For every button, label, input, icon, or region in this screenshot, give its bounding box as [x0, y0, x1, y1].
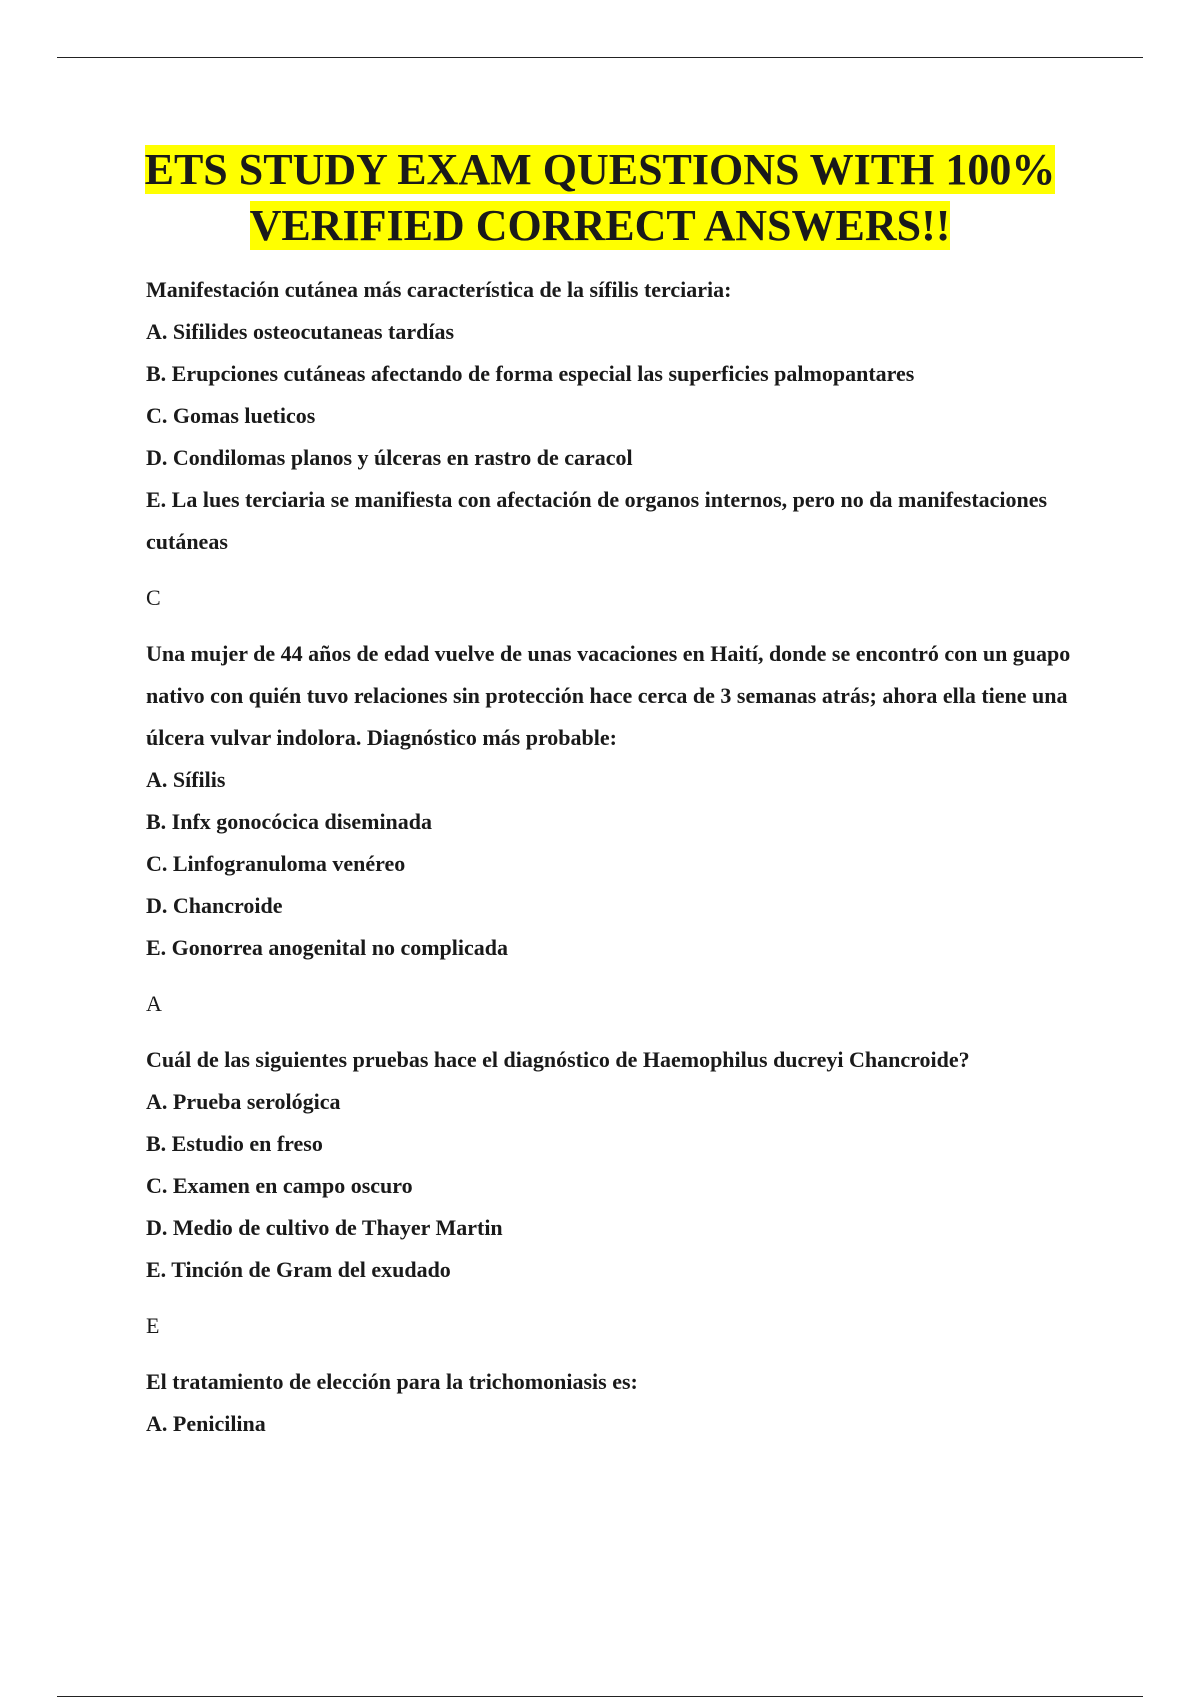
option-c: C. Gomas lueticos [146, 403, 316, 428]
option-a: A. Penicilina [146, 1411, 266, 1436]
option-d: D. Condilomas planos y úlceras en rastro de caracol [146, 445, 633, 470]
answer-text: A [146, 991, 162, 1016]
option-b: B. Estudio en freso [146, 1131, 323, 1156]
option-b: B. Erupciones cutáneas afectando de forma especial las superficies palmopantares [146, 361, 915, 386]
top-rule [57, 57, 1143, 58]
option-a: A. Sifilides osteocutaneas tardías [146, 319, 454, 344]
title-line-2: VERIFIED CORRECT ANSWERS!! [249, 201, 951, 250]
question-text: Cuál de las siguientes pruebas hace el diagnóstico de Haemophilus ducreyi Chancroide? [146, 1047, 970, 1072]
question-block [146, 1039, 1086, 1347]
option-d: D. Chancroide [146, 893, 283, 918]
bottom-rule [57, 1696, 1143, 1697]
title-line-1: ETS STUDY EXAM QUESTIONS WITH 100% [144, 145, 1056, 194]
option-d: D. Medio de cultivo de Thayer Martin [146, 1215, 503, 1240]
option-b: B. Infx gonocócica diseminada [146, 809, 433, 834]
option-c: C. Linfogranuloma venéreo [146, 851, 406, 876]
option-e: E. La lues terciaria se manifiesta con afectación de organos internos, pero no da manifestaciones cutáneas [146, 487, 1048, 554]
question-text: Manifestación cutánea más característica de la sífilis terciaria: [146, 277, 732, 302]
option-a: A. Sífilis [146, 767, 226, 792]
question-block [146, 633, 1086, 1025]
option-e: E. Tinción de Gram del exudado [146, 1257, 451, 1282]
option-c: C. Examen en campo oscuro [146, 1173, 413, 1198]
question-block [146, 269, 1086, 619]
question-text: Una mujer de 44 años de edad vuelve de unas vacaciones en Haití, donde se encontró con un guapo nativo con quién tuvo relaciones sin protección hace cerca de 3 semanas atrás; ahora ella tiene una úlcera vulvar indolora. Diagnóstico más probable: [146, 641, 1071, 750]
option-e: E. Gonorrea anogenital no complicada [146, 935, 508, 960]
question-text: El tratamiento de elección para la trichomoniasis es: [146, 1369, 638, 1394]
question-block [146, 1361, 1086, 1445]
question-list [146, 269, 1086, 1445]
answer-text: C [146, 585, 161, 610]
document-title [60, 142, 1140, 254]
answer-text: E [146, 1313, 160, 1338]
option-a: A. Prueba serológica [146, 1089, 341, 1114]
